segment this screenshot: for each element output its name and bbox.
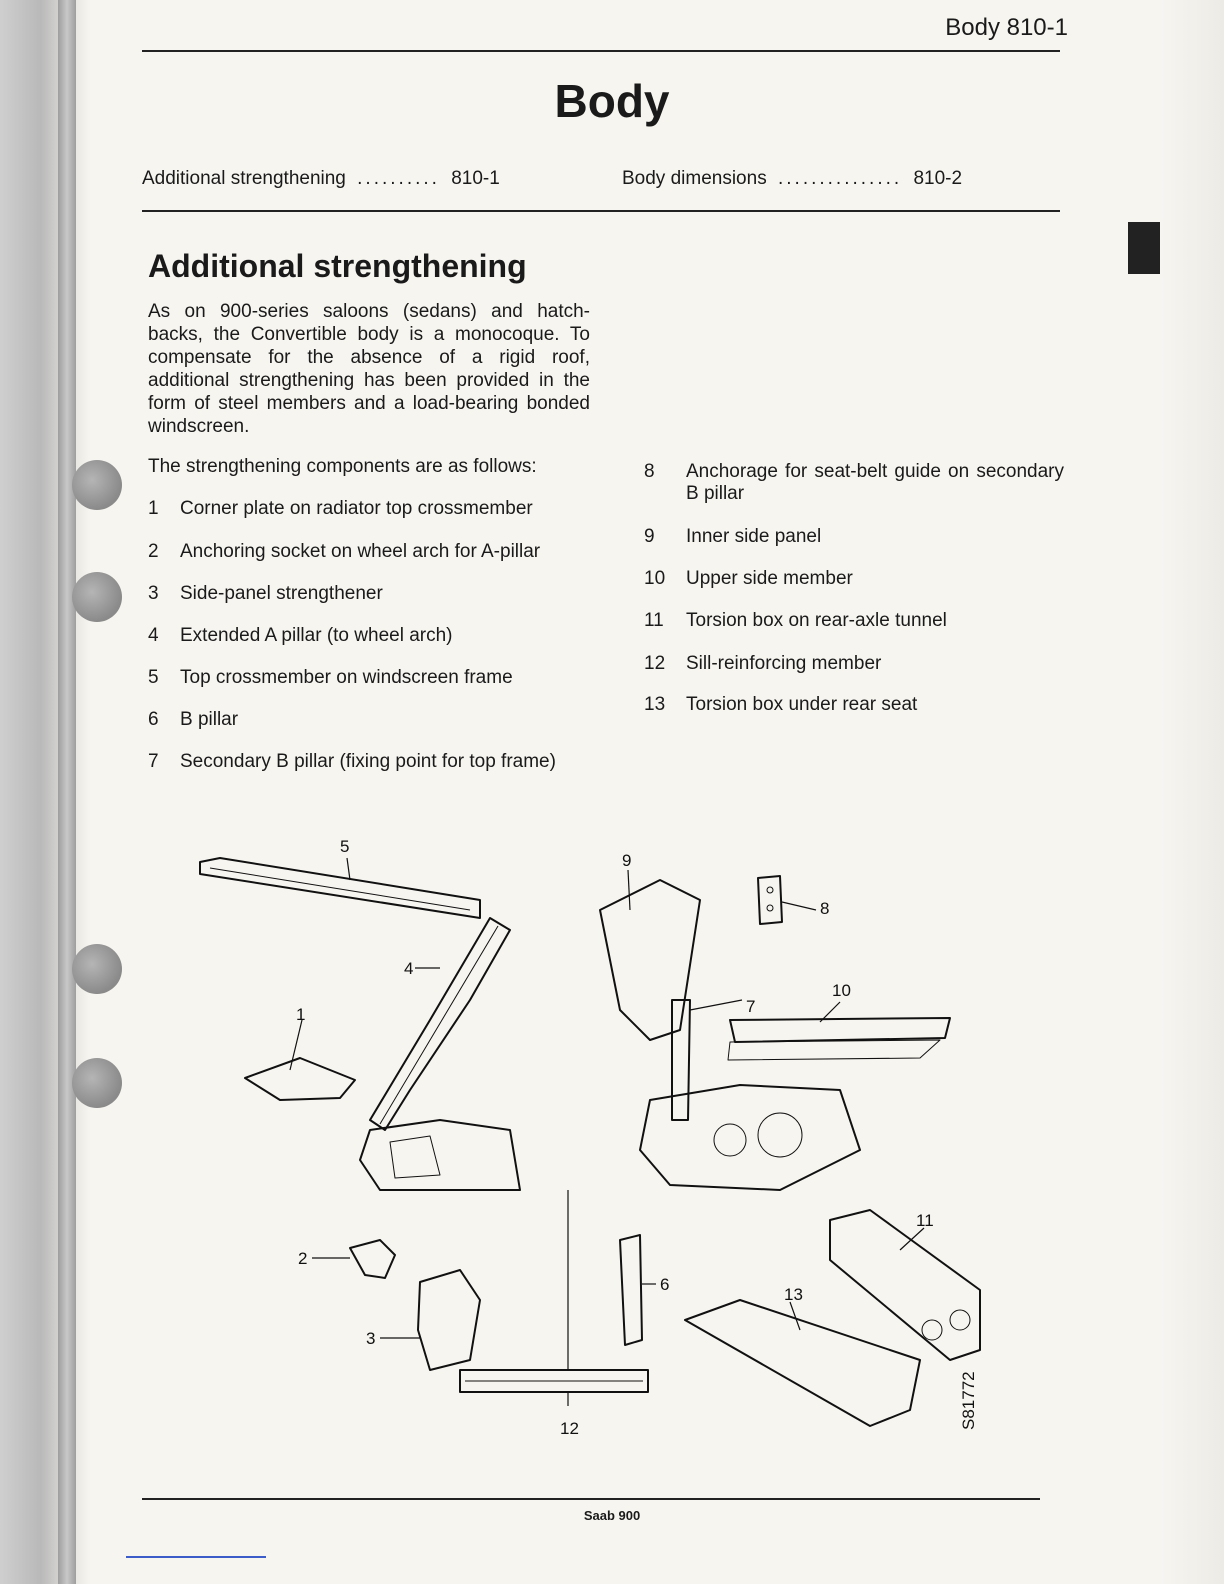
item-number: 5 bbox=[148, 667, 159, 688]
item-text: Anchoring socket on wheel arch for A-pillar bbox=[180, 541, 541, 562]
binder-shadow bbox=[0, 0, 90, 1584]
toc-rule bbox=[142, 210, 1060, 212]
item-number: 2 bbox=[148, 541, 159, 562]
callout-10: 10 bbox=[832, 981, 851, 1000]
callout-11: 11 bbox=[916, 1211, 934, 1230]
callout-2: 2 bbox=[298, 1249, 308, 1268]
toc-entry[interactable] bbox=[622, 168, 962, 190]
item-text: Secondary B pillar (fixing point for top frame) bbox=[180, 751, 556, 772]
section-tab-marker bbox=[1128, 222, 1160, 274]
item-text: Torsion box under rear seat bbox=[686, 694, 918, 715]
page-title: Body bbox=[554, 75, 670, 127]
upper-side-member-part bbox=[730, 1018, 950, 1042]
callout-7: 7 bbox=[746, 997, 756, 1016]
callout-8: 8 bbox=[820, 899, 830, 918]
item-number: 12 bbox=[644, 653, 666, 674]
item-number: 8 bbox=[644, 461, 655, 482]
b-pillar-part bbox=[620, 1235, 642, 1345]
inner-side-panel-part bbox=[600, 880, 700, 1040]
item-number: 3 bbox=[148, 583, 159, 604]
item-text: Top crossmember on windscreen frame bbox=[180, 667, 513, 688]
callout-1: 1 bbox=[296, 1005, 306, 1024]
item-text: Upper side member bbox=[686, 568, 853, 589]
toc-label: Additional strengthening bbox=[142, 168, 346, 189]
item-number: 10 bbox=[644, 568, 666, 589]
callout-4: 4 bbox=[404, 959, 414, 978]
header-rule bbox=[142, 50, 1060, 52]
toc-page: 810-2 bbox=[913, 168, 963, 189]
callout-3: 3 bbox=[366, 1329, 376, 1348]
punch-hole bbox=[72, 1058, 122, 1108]
list-lead: The strengthening components are as follows: bbox=[148, 456, 537, 477]
page-edge bbox=[1160, 0, 1224, 1584]
top-crossmember-part bbox=[200, 858, 480, 918]
item-text: Extended A pillar (to wheel arch) bbox=[180, 625, 453, 646]
toc-label: Body dimensions bbox=[622, 168, 767, 189]
toc-leader: ............... bbox=[777, 168, 903, 189]
link-underline bbox=[126, 1556, 266, 1558]
side-panel-strengthener-part bbox=[418, 1270, 480, 1370]
item-number: 6 bbox=[148, 709, 159, 730]
toc-page: 810-1 bbox=[451, 168, 500, 189]
figure-code: S81772 bbox=[959, 1371, 978, 1430]
punch-hole bbox=[72, 572, 122, 622]
item-text: Anchorage for seat-belt guide on secondary B pillar bbox=[686, 461, 1064, 504]
toc-entry[interactable] bbox=[142, 168, 500, 190]
item-text: Inner side panel bbox=[686, 526, 822, 547]
item-number: 11 bbox=[644, 610, 664, 631]
anchoring-socket-part bbox=[350, 1240, 395, 1278]
torsion-box-rear-seat-part bbox=[685, 1300, 920, 1426]
item-text: Torsion box on rear-axle tunnel bbox=[686, 610, 947, 631]
callout-12: 12 bbox=[560, 1419, 579, 1438]
item-text: Sill-reinforcing member bbox=[686, 653, 882, 674]
seat-belt-anchorage-part bbox=[758, 876, 782, 924]
item-number: 1 bbox=[148, 498, 159, 519]
exploded-body-diagram bbox=[180, 830, 1000, 1450]
punch-hole bbox=[72, 460, 122, 510]
item-number: 9 bbox=[644, 526, 655, 547]
callout-6: 6 bbox=[660, 1275, 670, 1294]
item-number: 4 bbox=[148, 625, 159, 646]
toc-leader: .......... bbox=[357, 168, 440, 189]
callout-13: 13 bbox=[784, 1285, 803, 1304]
footer-rule bbox=[142, 1498, 1040, 1500]
punch-hole bbox=[72, 944, 122, 994]
intro-paragraph: As on 900-series saloons (sedans) and hatch-backs, the Convertible body is a monocoque. To compensate for the absence of a rigid roof, additional strengthening has been provided in the form of steel members and a load-bearing bonded windscreen. bbox=[148, 301, 590, 437]
callout-9: 9 bbox=[622, 851, 632, 870]
item-number: 7 bbox=[148, 751, 159, 772]
callout-5: 5 bbox=[340, 837, 350, 856]
running-head: Body 810-1 bbox=[945, 14, 1068, 41]
item-text: B pillar bbox=[180, 709, 239, 730]
item-text: Corner plate on radiator top crossmember bbox=[180, 498, 533, 519]
corner-plate-part bbox=[245, 1058, 355, 1100]
footer-text: Saab 900 bbox=[583, 1508, 641, 1523]
item-number: 13 bbox=[644, 694, 666, 715]
binder-strip bbox=[58, 0, 76, 1584]
item-text: Side-panel strengthener bbox=[180, 583, 383, 604]
section-heading: Additional strengthening bbox=[148, 248, 527, 284]
